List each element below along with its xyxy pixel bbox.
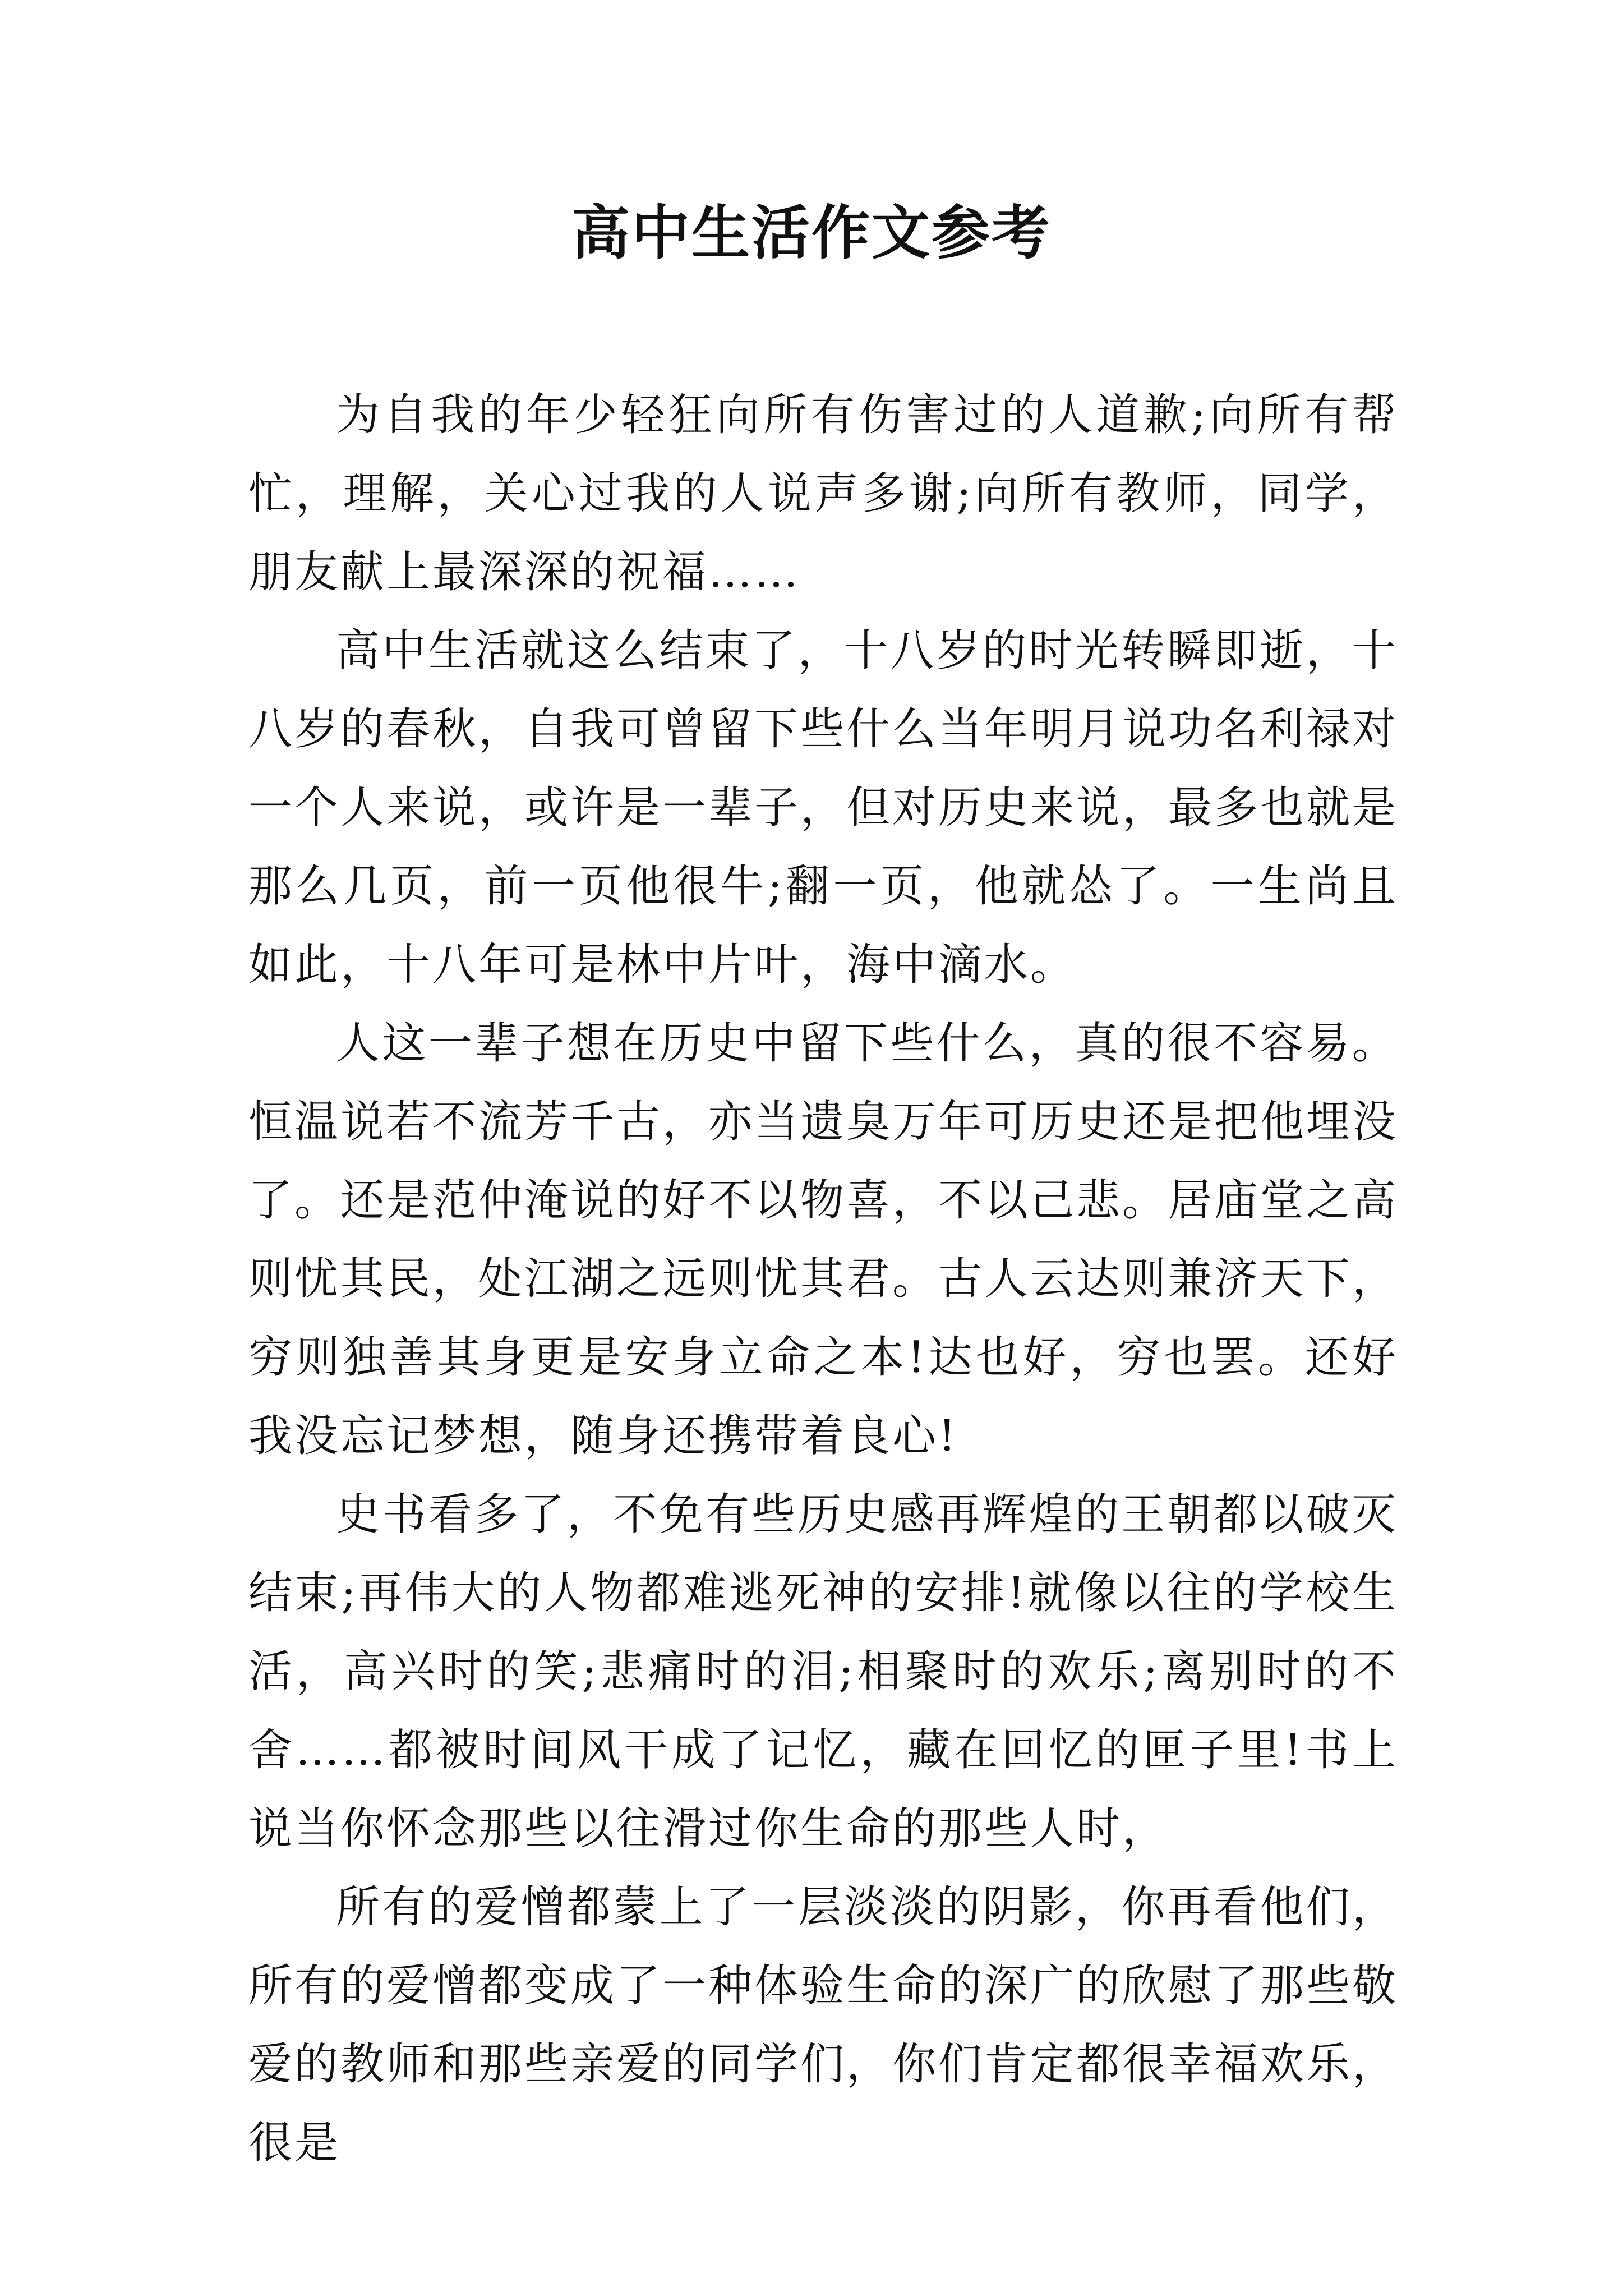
paragraph: 高中生活就这么结束了，十八岁的时光转瞬即逝，十八岁的春秋，自我可曾留下些什么当年明月说功名利禄对一个人来说，或许是一辈子，但对历史来说，最多也就是那么几页，前一页他很牛;翻一页，他就怂了。一生尚且如此，十八年可是林中片叶，海中滴水。 xyxy=(248,625,1399,990)
paragraph: 所有的爱憎都蒙上了一层淡淡的阴影，你再看他们，所有的爱憎都变成了一种体验生命的深广的欣慰了那些敬爱的教师和那些亲爱的同学们，你们肯定都很幸福欢乐，很是 xyxy=(248,1882,1399,2168)
document-body xyxy=(248,376,1398,2182)
paragraph: 史书看多了，不免有些历史感再辉煌的王朝都以破灭结束;再伟大的人物都难逃死神的安排!就像以往的学校生活，高兴时的笑;悲痛时的泪;相聚时的欢乐;离别时的不舍……都被时间风干成了记忆，藏在回忆的匣子里!书上说当你怀念那些以往滑过你生命的那些人时， xyxy=(248,1489,1398,1854)
paragraph: 为自我的年少轻狂向所有伤害过的人道歉;向所有帮忙，理解，关心过我的人说声多谢;向所有教师，同学，朋友献上最深深的祝福…… xyxy=(248,390,1398,597)
document-title: 高中生活作文参考 xyxy=(571,198,1052,267)
paragraph: 人这一辈子想在历史中留下些什么，真的很不容易。恒温说若不流芳千古，亦当遗臭万年可历史还是把他埋没了。还是范仲淹说的好不以物喜，不以己悲。居庙堂之高则忧其民，处江湖之远则忧其君。古人云达则兼济天下，穷则独善其身更是安身立命之本!达也好，穷也罢。还好我没忘记梦想，随身还携带着良心! xyxy=(248,1018,1399,1461)
